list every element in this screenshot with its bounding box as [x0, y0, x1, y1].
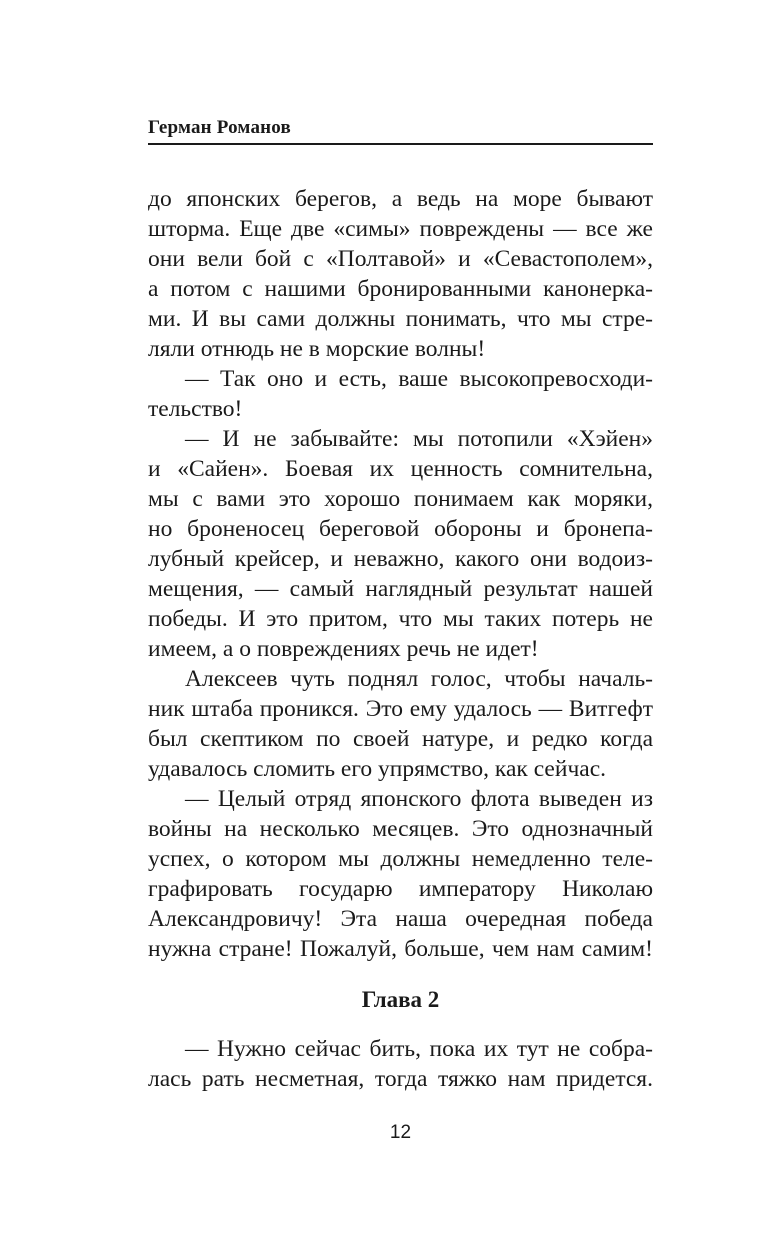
text-line: ник штаба проникся. Это ему удалось — Витгефт [148, 696, 653, 722]
chapter-title: Глава 2 [361, 987, 440, 1012]
text-line: Александровичу! Эта наша очередная победа [148, 906, 653, 932]
page-number: 12 [389, 1122, 412, 1143]
text-line: Алексеев чуть поднял голос, чтобы началь- [185, 666, 653, 692]
text-line: нужна стране! Пожалуй, больше, чем нам самим! [148, 936, 653, 962]
text-line: удавалось сломить его упрямство, как сейчас. [148, 756, 606, 782]
text-line: шторма. Еще две «симы» повреждены — все же [148, 216, 653, 242]
text-line: ми. И вы сами должны понимать, что мы стре- [148, 306, 653, 332]
text-line: — Нужно сейчас бить, пока их тут не собра- [185, 1036, 653, 1062]
text-line: победы. И это притом, что мы таких потерь не [148, 606, 653, 632]
text-line: а потом с нашими бронированными канонерка- [148, 276, 653, 302]
text-line: успех, о котором мы должны немедленно теле- [148, 846, 653, 872]
text-line: лубный крейсер, и неважно, какого они водоиз- [148, 546, 653, 572]
text-line: лась рать несметная, тогда тяжко нам придется. [148, 1066, 653, 1092]
text-line: мещения, — самый наглядный результат нашей [148, 576, 653, 602]
text-line: — Так оно и есть, ваше высокопревосходи- [185, 366, 653, 392]
text-line: войны на несколько месяцев. Это однозначный [148, 816, 653, 842]
text-line: — И не забывайте: мы потопили «Хэйен» [185, 426, 653, 452]
text-line: они вели бой с «Полтавой» и «Севастополем», [148, 246, 653, 272]
running-head-author: Герман Романов [148, 117, 291, 138]
text-line: тельство! [148, 396, 243, 422]
text-line: был скептиком по своей натуре, и редко когда [148, 726, 653, 752]
text-line: но броненосец береговой обороны и бронепа- [148, 516, 653, 542]
text-line: имеем, а о повреждениях речь не идет! [148, 636, 539, 662]
text-line: — Целый отряд японского флота выведен из [185, 786, 653, 812]
text-line: до японских берегов, а ведь на море бывают [148, 186, 653, 212]
text-line: мы с вами это хорошо понимаем как моряки, [148, 486, 653, 512]
text-line: ляли отнюдь не в морские волны! [148, 336, 486, 362]
header-rule [148, 143, 653, 145]
text-line: графировать государю императору Николаю [148, 876, 653, 902]
text-line: и «Сайен». Боевая их ценность сомнительна, [148, 456, 653, 482]
